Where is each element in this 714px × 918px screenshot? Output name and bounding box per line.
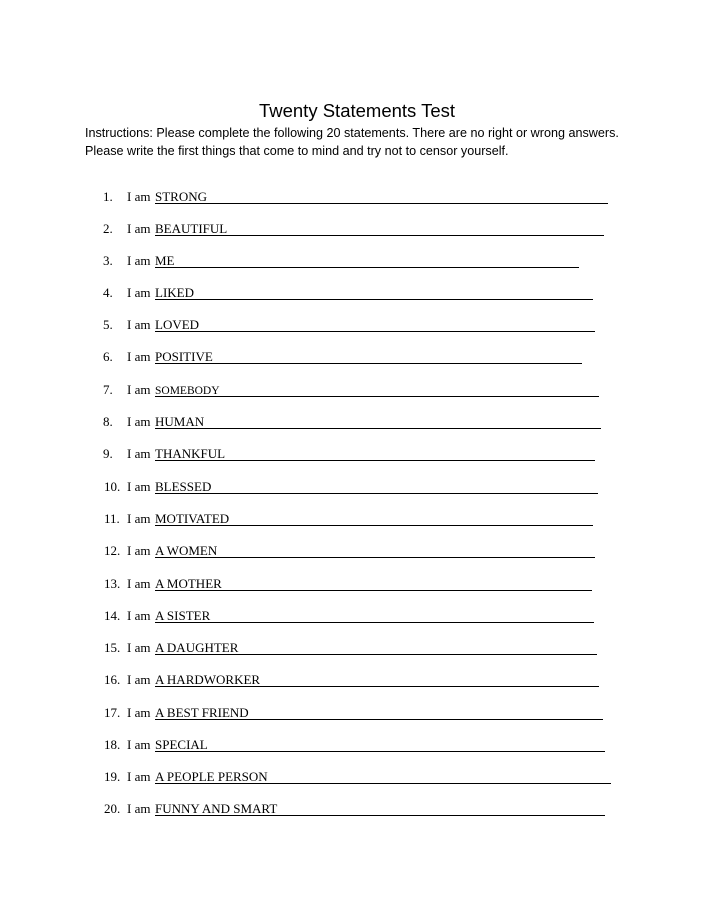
- statement-number: 10.: [104, 479, 121, 494]
- answer-line[interactable]: [155, 411, 601, 429]
- statement-answer: SOMEBODY: [155, 385, 220, 397]
- instructions: [85, 124, 685, 160]
- statement-prefix: I am: [127, 414, 151, 429]
- statement-number: 15.: [104, 640, 121, 655]
- statement-answer: ME: [155, 253, 175, 268]
- statement-prefix: I am: [127, 221, 151, 236]
- statement-prefix: I am: [127, 801, 151, 816]
- statement-answer: BEAUTIFUL: [155, 221, 228, 236]
- answer-line[interactable]: [155, 314, 595, 332]
- statement-answer: BLESSED: [155, 479, 212, 494]
- answer-line[interactable]: [155, 282, 593, 300]
- statement-prefix: I am: [127, 253, 151, 268]
- instructions-line-1: Instructions: Please complete the following 20 statements. There are no right or wrong answers.: [85, 126, 619, 140]
- statement-answer: HUMAN: [155, 414, 205, 429]
- statement-prefix: I am: [127, 511, 151, 526]
- answer-line[interactable]: [155, 250, 579, 268]
- answer-line[interactable]: [155, 637, 597, 655]
- statement-number: 12.: [104, 543, 121, 558]
- statement-number: 2.: [103, 221, 113, 236]
- statement-prefix: I am: [127, 189, 151, 204]
- statement-answer: POSITIVE: [155, 349, 213, 364]
- statement-number: 4.: [103, 285, 113, 300]
- statement-prefix: I am: [127, 576, 151, 591]
- statement-number: 1.: [103, 189, 113, 204]
- answer-line[interactable]: [155, 734, 605, 752]
- statement-prefix: I am: [127, 349, 151, 364]
- statement-number: 11.: [104, 511, 120, 526]
- statement-prefix: I am: [127, 705, 151, 720]
- answer-line[interactable]: [155, 508, 593, 526]
- statement-answer: A MOTHER: [155, 576, 222, 591]
- answer-line[interactable]: [155, 346, 582, 364]
- answer-line[interactable]: [155, 669, 599, 687]
- statement-answer: LIKED: [155, 285, 194, 300]
- statement-prefix: I am: [127, 479, 151, 494]
- page-title: Twenty Statements Test: [258, 100, 456, 121]
- statement-answer: LOVED: [155, 317, 200, 332]
- answer-line[interactable]: [155, 476, 598, 494]
- statement-answer: A BEST FRIEND: [155, 705, 249, 720]
- answer-line[interactable]: [155, 798, 605, 816]
- statement-prefix: I am: [127, 382, 151, 397]
- statement-prefix: I am: [127, 737, 151, 752]
- answer-line[interactable]: [155, 573, 592, 591]
- statement-number: 6.: [103, 349, 113, 364]
- answer-line[interactable]: [155, 766, 611, 784]
- statement-number: 17.: [104, 705, 121, 720]
- statement-answer: A DAUGHTER: [155, 640, 239, 655]
- statement-prefix: I am: [127, 640, 151, 655]
- statement-answer: SPECIAL: [155, 737, 208, 752]
- statement-answer: A HARDWORKER: [155, 672, 261, 687]
- answer-line[interactable]: [155, 605, 594, 623]
- statement-number: 9.: [103, 446, 113, 461]
- statement-number: 19.: [104, 769, 121, 784]
- statement-answer: A SISTER: [155, 608, 211, 623]
- statement-number: 14.: [104, 608, 121, 623]
- answer-line[interactable]: [155, 218, 604, 236]
- statement-answer: FUNNY AND SMART: [155, 801, 278, 816]
- statement-number: 8.: [103, 414, 113, 429]
- statement-prefix: I am: [127, 769, 151, 784]
- statement-number: 3.: [103, 253, 113, 268]
- statement-number: 13.: [104, 576, 121, 591]
- statement-answer: STRONG: [155, 189, 208, 204]
- answer-line[interactable]: [155, 379, 599, 397]
- statement-prefix: I am: [127, 317, 151, 332]
- answer-line[interactable]: [155, 443, 595, 461]
- statement-prefix: I am: [127, 672, 151, 687]
- statement-prefix: I am: [127, 285, 151, 300]
- statement-prefix: I am: [127, 608, 151, 623]
- answer-line[interactable]: [155, 540, 595, 558]
- answer-line[interactable]: [155, 186, 608, 204]
- statement-number: 18.: [104, 737, 121, 752]
- statement-prefix: I am: [127, 446, 151, 461]
- statement-answer: MOTIVATED: [155, 511, 230, 526]
- instructions-line-2: Please write the first things that come to mind and try not to censor yourself.: [85, 144, 509, 158]
- statement-answer: A WOMEN: [155, 543, 218, 558]
- statement-number: 20.: [104, 801, 121, 816]
- statement-prefix: I am: [127, 543, 151, 558]
- statement-number: 16.: [104, 672, 121, 687]
- statement-answer: THANKFUL: [155, 446, 226, 461]
- answer-line[interactable]: [155, 702, 603, 720]
- statement-number: 5.: [103, 317, 113, 332]
- statement-number: 7.: [103, 382, 113, 397]
- statement-answer: A PEOPLE PERSON: [155, 769, 268, 784]
